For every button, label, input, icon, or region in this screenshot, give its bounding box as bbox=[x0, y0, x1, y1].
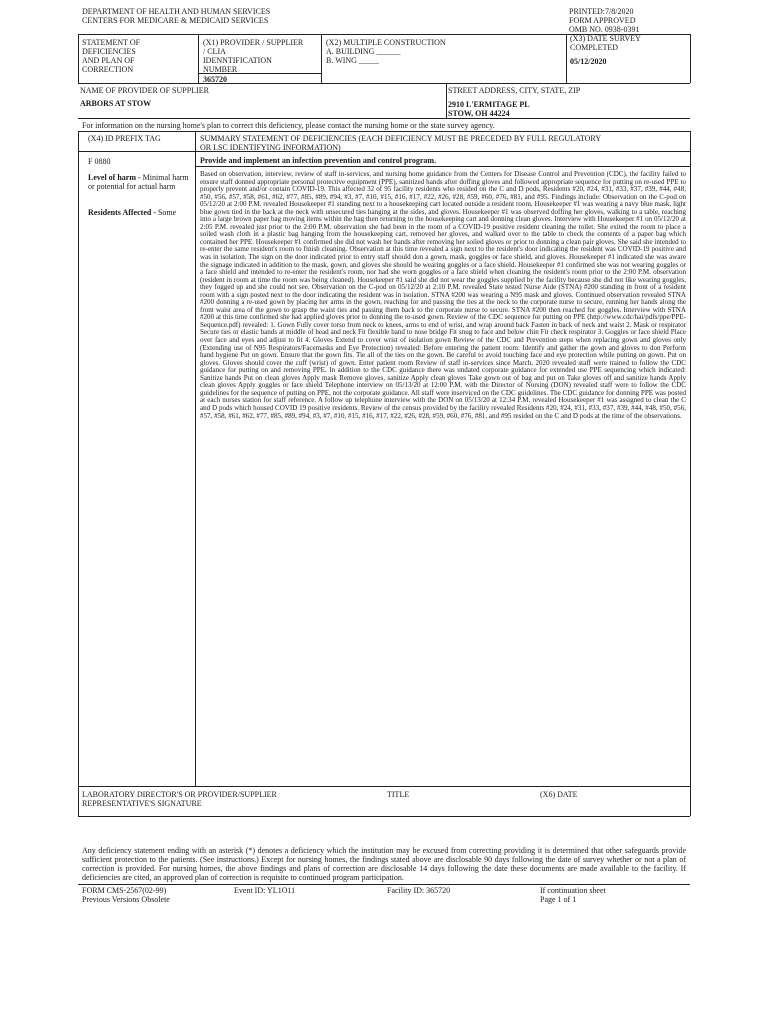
address-line-2: STOW, OH 44224 bbox=[448, 109, 510, 118]
form-identifier: FORM CMS-2567(02-99) Previous Versions Obsolete bbox=[82, 886, 170, 904]
residents-affected: Residents Affected - Some bbox=[88, 208, 177, 217]
address-line-1: 2910 L'ERMITAGE PL bbox=[448, 100, 530, 109]
director-signature-label: LABORATORY DIRECTOR'S OR PROVIDER/SUPPLIER REPRESENTATIVE'S SIGNATURE bbox=[82, 790, 277, 808]
survey-date: 05/12/2020 bbox=[570, 57, 607, 66]
x4-prefix-header: (X4) ID PREFIX TAG bbox=[88, 134, 161, 143]
x3-date-label: (X3) DATE SURVEY COMPLETED bbox=[570, 34, 641, 52]
level-of-harm: Level of harm - Minimal harm or potential for actual harm bbox=[88, 173, 189, 191]
form-status bbox=[569, 7, 639, 34]
footer-disclaimer: Any deficiency statement ending with an asterisk (*) denotes a deficiency which the institution may be excused from correcting providing it is determined that other safeguards provide sufficient protection to the patients. (See instructions.) Except for nursing homes, the findings stated above are disclosable 90 days following the date of survey whether or not a plan of correction is provided. For nursing homes, the above findings and plans of correction are disclosable 14 days following the date these documents are made available to the facility. If deficiencies are cited, an approved plan of correction is requisite to continued program participation. bbox=[82, 846, 686, 882]
deficiency-paragraph: Based on observation, interview, review of staff in-services, and nursing home guidance from the Centers for Disease Control and Prevention (CDC), the facility failed to ensure staff donned appropriate personal protective equipment (PPE), sanitized hands after doffing gloves and followed appropriate sequence for putting on re-used PPE to properly prevent and/or contain COVID-19. This affected 32 of 95 facility residents who resided on the C and D pods, Residents #20, #24, #31, #33, #37, #39, #44, #48, #50, #56, #57, #58, #61, #62, #77, #85, #89, #94, #3, #7, #10, #15, #16, #17, #22, #26, #28, #59, #60, #76, #81, and #95. Findings include: Observation on the C-pod on 05/12/20 at 2:00 P.M. revealed Housekeeper #1 standing next to a housekeeping cart located outside a resident room. Housekeeper #1 was wearing a navy blue mask, light blue gown tied in the back at the neck with unsecured ties hanging at the sides, and gloves. Housekeeper #1 was observed doffing her gloves, walking to a table, reaching into a large brown paper bag moving items within the bag then returning to the housekeeping cart and donning clean gloves. Interview with Housekeeper #1 on 05/12/20 at 2:05 P.M. revealed just prior to the 2:00 P.M. observation she had been in the room of a COVID-19 positive resident cleaning the toilet. She exited the room to place a soiled wash cloth in a plastic bag hanging from the housekeeping cart, removed her gloves, and walked over to the table to check the contents of a paper bag which contained her PPE. Housekeeper #1 confirmed she did not wash her hands after removing her soiled gloves or prior to donning a clean pair gloves. She said she intended to re-enter the same resident's room to finish cleaning. Observation at this time revealed a sign next to the resident's door indicating the resident was COVID-19 positive and was in isolation. The sign on the door indicated prior to entry staff should don a gown, mask, goggles or face shield, and gloves. Housekeeper #1 indicated she was aware the signage indicated in addition to the mask, gown, and gloves she should be wearing goggles or a face shield. Housekeeper #1 confirmed she was not wearing goggles or a face shield and intended to re-enter the resident's room, nor had she worn goggles or a face shield when cleaning the resident's room prior to the 2:00 P.M. observation (resident in room at time the room was being cleaned). Housekeeper #1 said she did not wear the goggles supplied by the facility because she did not like wearing goggles, they fogged up and she could not see. Observation on the C-pod on 05/12/20 at 2:10 P.M. revealed State tested Nurse Aide (STNA) #200 standing in front of a resident room with a sign posted next to the door indicating the resident was in isolation. STNA #200 was wearing a N95 mask and gloves. Continued observation revealed STNA #200 donning a re-used gown by placing her arms in the gown, reaching for and passing the ties at the neck to the corporate nurse to secure, running her hands along the front waist area of the gown to grasp the waist ties and passing them back to the corporate nurse to secure. STNA #200 then reached for goggles. Interview with STNA #200 at this time confirmed she had applied gloves prior to donning the re-used gown. Review of the CDC sequence for putting on PPE (http://www.cdc/hai/pdfs/ppe/PPE-Sequence.pdf) revealed: 1. Gown Fully cover torso from neck to knees, arms to end of wrist, and wrap around back Fasten in back of neck and waist 2. Mask or respirator Secure ties or elastic bands at middle of head and neck Fit flexible band to nose bridge Fit snug to face and below chin Fit check respirator 3. Goggles or face shield Place over face and eyes and adjust to fit 4. Gloves Extend to cover wrist of isolation gown Review of the CDC and Prevention steps when replacing gown and gloves only (Extending use of N95 Respirators/Facemasks and Eye Protection) revealed: Before entering the patient room: Identify and gather the gown and gloves to don Perform hand hygiene Put on gown. Ensure that the gown fits. Tie all of the ties on the gown. Be careful to avoid touching face and eye protection while putting on gown. Put on gloves. Gloves should cover the cuff (wrist) of gown. Enter patient room Review of staff in-services since March, 2020 revealed staff were trained to follow the CDC guidance for putting on and removing PPE. In addition to the CDC guidance there was undated corporate guidance for extended use PPE sequencing which indicated: Sanitize hands Put on clean gloves Apply mask Remove gloves, sanitize Apply clean gloves Take gown out of bag and put on Take gloves off and sanitize hands Apply clean gloves Apply goggles or face shield Telephone interview on 05/13/20 at 12:00 P.M. with the Director of Nursing (DON) revealed staff were to follow the CDC guidelines for the sequence of putting on PPE, not the corporate guidance. All staff were inserviced on the CDC guidelines. The CDC guidance for donning PPE was posted at each nurses station for staff reference. A follow up telephone interview with the DON on 05/13/20 at 12:34 P.M. revealed Housekeeper #1 was assigned to clean the C and D pods which housed COVID 19 positive residents. Review of the census provided by the facility revealed Residents #20, #24, #31, #33, #37, #39, #44, #48, #50, #56, #57, #58, #61, #62, #77, #85, #89, #94, #3, #7, #10, #15, #16, #17, #22, #26, #28, #59, #60, #76, #81, and #95 resided on the C and D pods at the time of the observations. bbox=[200, 170, 686, 420]
event-id: Event ID: YL1O11 bbox=[234, 886, 296, 895]
agency-name: DEPARTMENT OF HEALTH AND HUMAN SERVICES bbox=[82, 7, 271, 16]
provider-name: ARBORS AT STOW bbox=[80, 99, 152, 108]
page-number: Page 1 of 1 bbox=[540, 895, 577, 904]
title-label: TITLE bbox=[387, 790, 410, 799]
deficiency-title: Provide and implement an infection prevention and control program. bbox=[200, 156, 437, 165]
deficiency-body bbox=[200, 171, 686, 420]
summary-header: SUMMARY STATEMENT OF DEFICIENCIES (EACH DEFICIENCY MUST BE PRECEDED BY FULL REGULATORY OR LSC IDENTIFYING INFORMATION) bbox=[200, 134, 602, 152]
id-prefix-tag: F 0880 bbox=[88, 157, 111, 166]
printed-date: PRINTED:7/8/2020 bbox=[569, 7, 634, 16]
provider-name-label: NAME OF PROVIDER OF SUPPLIER bbox=[80, 86, 209, 95]
x1-provider-label: (X1) PROVIDER / SUPPLIER / CLIA IDENNTIFICATION NUMBER bbox=[203, 38, 304, 74]
form-approved: FORM APPROVED bbox=[569, 16, 636, 25]
page-info: If continuation sheet Page 1 of 1 bbox=[540, 886, 606, 904]
statement-label: STATEMENT OF DEFICIENCIES AND PLAN OF CORRECTION bbox=[82, 38, 141, 74]
omb-number: OMB NO. 0938-0391 bbox=[569, 25, 640, 34]
agency-subname: CENTERS FOR MEDICARE & MEDICAID SERVICES bbox=[82, 16, 269, 25]
date-label: (X6) DATE bbox=[540, 790, 578, 799]
info-line: For information on the nursing home's plan to correct this deficiency, please contact the nursing home or the state survey agency. bbox=[82, 121, 495, 130]
agency-heading bbox=[82, 7, 270, 25]
facility-id: Facility ID: 365720 bbox=[387, 886, 451, 895]
address-label: STREET ADDRESS, CITY, STATE, ZIP bbox=[448, 86, 581, 95]
x2-construction-label: (X2) MULTIPLE CONSTRUCTION A. BUILDING ______ B. WING _____ bbox=[326, 38, 446, 65]
provider-number: 365720 bbox=[203, 75, 227, 84]
